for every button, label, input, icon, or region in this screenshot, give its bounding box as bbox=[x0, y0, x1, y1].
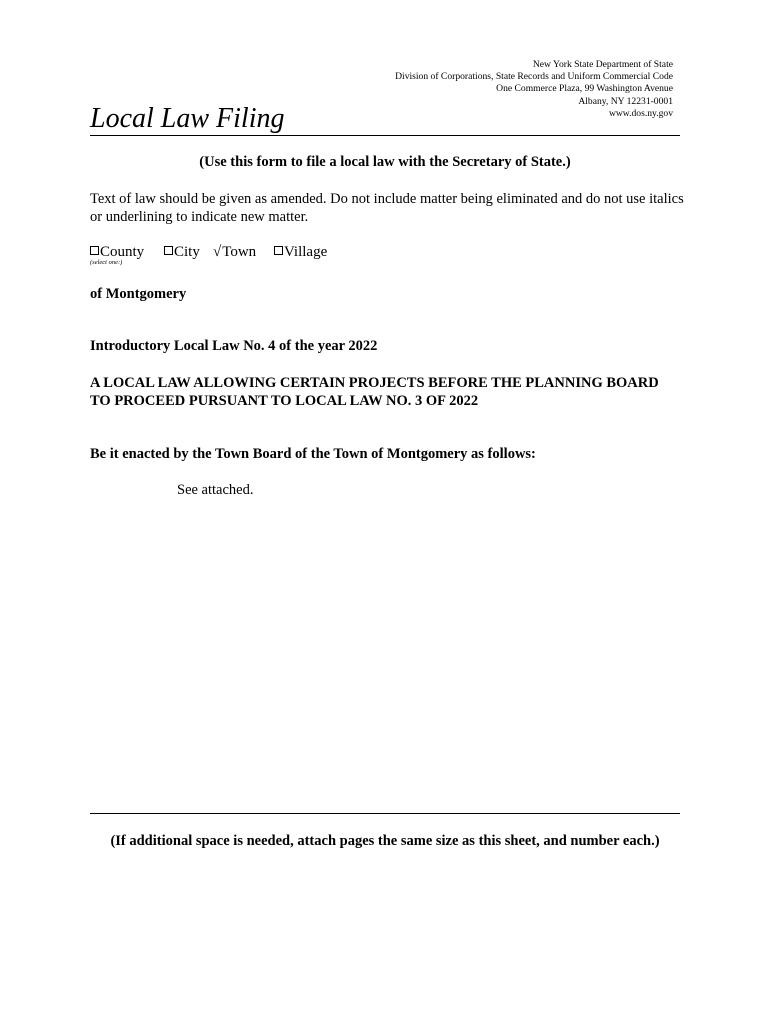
county-checkbox[interactable] bbox=[90, 246, 99, 255]
select-one-note: (select one:) bbox=[90, 259, 123, 266]
agency-line-division: Division of Corporations, State Records and Uniform Commercial Code bbox=[395, 71, 673, 83]
village-checkbox[interactable] bbox=[274, 246, 283, 255]
amendment-note: Text of law should be given as amended. Do not include matter being eliminated and do not use italics or underlining to indicate new matter. bbox=[90, 191, 684, 225]
option-city[interactable] bbox=[164, 244, 200, 261]
law-body-text: See attached. bbox=[177, 482, 254, 498]
footer-divider bbox=[90, 813, 680, 814]
title-divider bbox=[90, 135, 680, 136]
option-village[interactable] bbox=[274, 244, 327, 261]
option-town[interactable] bbox=[213, 244, 256, 261]
law-number-line: Introductory Local Law No. 4 of the year 2022 bbox=[90, 338, 378, 354]
agency-line-department: New York State Department of State bbox=[532, 59, 673, 70]
city-checkbox[interactable] bbox=[164, 246, 173, 255]
checkmark-icon[interactable]: √ bbox=[213, 244, 222, 260]
agency-address-block bbox=[395, 59, 673, 120]
option-city-label: City bbox=[174, 244, 200, 260]
agency-line-street: One Commerce Plaza, 99 Washington Avenue bbox=[496, 83, 673, 95]
form-instruction: (Use this form to file a local law with the Secretary of State.) bbox=[199, 154, 571, 170]
law-title: A LOCAL LAW ALLOWING CERTAIN PROJECTS BEFORE THE PLANNING BOARD TO PROCEED PURSUANT TO LOCAL LAW NO. 3 OF 2022 bbox=[90, 375, 659, 409]
option-town-label: Town bbox=[222, 244, 257, 260]
municipality-name: of Montgomery bbox=[90, 286, 187, 302]
footer-note: (If additional space is needed, attach pages the same size as this sheet, and number each.) bbox=[110, 833, 660, 849]
option-village-label: Village bbox=[284, 244, 328, 260]
enacting-clause: Be it enacted by the Town Board of the Town of Montgomery as follows: bbox=[90, 446, 536, 462]
form-title: Local Law Filing bbox=[90, 103, 285, 134]
agency-line-website: www.dos.ny.gov bbox=[608, 107, 673, 119]
option-county-label: County bbox=[100, 244, 145, 260]
agency-line-city: Albany, NY 12231-0001 bbox=[578, 95, 673, 107]
